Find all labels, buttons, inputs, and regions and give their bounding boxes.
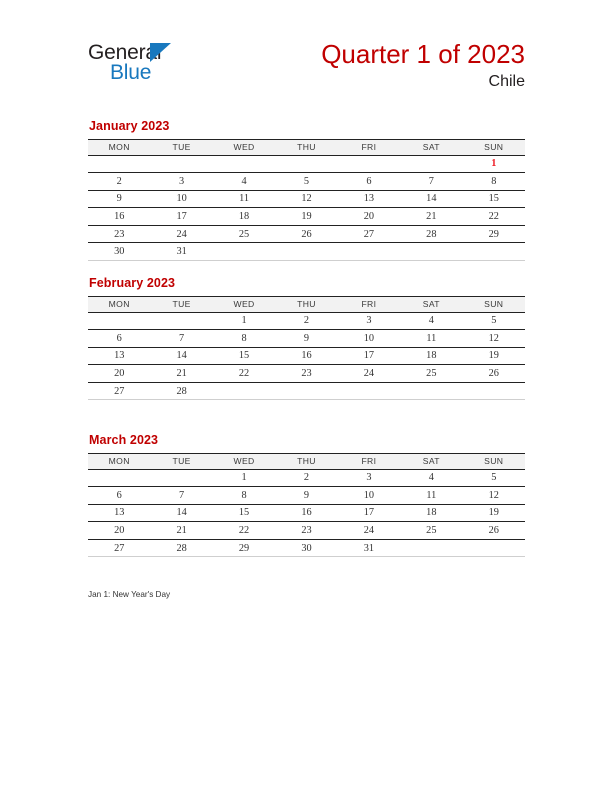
weekday-header-tue: TUE [150,453,212,469]
calendar-day-cell[interactable]: 17 [150,208,212,226]
calendar-day-cell[interactable]: 1 [213,469,275,487]
calendar-day-cell[interactable]: 3 [150,173,212,191]
calendar-day-cell-empty [338,155,400,173]
calendar-day-cell[interactable]: 11 [213,190,275,208]
calendar-day-cell[interactable]: 21 [400,208,462,226]
calendar-day-cell[interactable]: 13 [88,347,150,365]
calendar-day-cell[interactable]: 6 [88,487,150,505]
calendar-day-cell[interactable]: 13 [88,504,150,522]
calendar-week-row [88,190,525,208]
weekday-header-wed: WED [213,296,275,312]
calendar-day-cell[interactable]: 5 [463,469,525,487]
calendar-body [88,469,525,557]
calendar-day-cell[interactable]: 11 [400,330,462,348]
calendar-day-cell[interactable]: 27 [338,225,400,243]
calendar-week-row [88,522,525,540]
logo-text-general: General [88,41,162,64]
calendar-day-cell-empty [400,382,462,400]
calendar-day-cell-empty [88,312,150,330]
calendar-day-cell[interactable]: 6 [88,330,150,348]
weekday-header-thu: THU [275,139,337,155]
calendar-week-row [88,330,525,348]
calendar-week-row [88,155,525,173]
calendar-day-cell[interactable]: 16 [275,347,337,365]
calendar-day-cell[interactable]: 16 [275,504,337,522]
calendar-week-row [88,173,525,191]
calendar-day-cell[interactable]: 4 [213,173,275,191]
calendar-day-cell[interactable]: 3 [338,312,400,330]
month-title: March 2023 [89,433,159,447]
calendar-day-cell[interactable]: 18 [400,504,462,522]
calendar-day-cell[interactable]: 25 [400,522,462,540]
calendar-day-cell-empty [338,382,400,400]
calendar-body [88,155,525,261]
weekday-header-mon: MON [88,296,150,312]
calendar-week-row [88,225,525,243]
page-title: Quarter 1 of 2023 [321,39,525,69]
month-block-march [88,434,525,557]
month-title: January 2023 [89,119,170,133]
calendar-day-cell[interactable]: 23 [275,522,337,540]
calendar-day-cell[interactable]: 27 [88,382,150,400]
calendar-day-cell[interactable]: 16 [88,208,150,226]
logo-text-blue: Blue [110,61,152,84]
calendar-day-cell[interactable]: 26 [275,225,337,243]
weekday-header-row [88,453,525,469]
calendar-day-cell[interactable]: 9 [88,190,150,208]
calendar-day-cell[interactable]: 26 [463,522,525,540]
calendar-day-cell[interactable]: 5 [275,173,337,191]
weekday-header-sun: SUN [463,139,525,155]
calendar-day-cell[interactable]: 14 [150,347,212,365]
calendar-day-cell[interactable]: 23 [88,225,150,243]
calendar-day-cell[interactable]: 24 [338,365,400,383]
calendar-table-february [88,296,525,401]
calendar-day-cell-empty [400,243,462,261]
month-block-january [88,120,525,261]
calendar-day-cell-empty [463,382,525,400]
weekday-header-sat: SAT [400,139,462,155]
calendar-day-cell[interactable]: 30 [275,539,337,557]
weekday-header-thu: THU [275,296,337,312]
weekday-header-mon: MON [88,453,150,469]
calendar-day-cell[interactable]: 20 [88,365,150,383]
calendar-day-cell[interactable]: 19 [463,504,525,522]
calendar-day-cell[interactable]: 24 [150,225,212,243]
calendar-day-cell[interactable]: 13 [338,190,400,208]
calendar-day-cell[interactable]: 9 [275,330,337,348]
calendar-day-cell[interactable]: 7 [150,330,212,348]
calendar-day-cell[interactable]: 20 [338,208,400,226]
calendar-day-cell[interactable]: 27 [88,539,150,557]
calendar-day-cell[interactable]: 21 [150,365,212,383]
calendar-day-cell-empty [275,155,337,173]
calendar-day-cell[interactable]: 1 [463,155,525,173]
calendar-day-cell[interactable]: 20 [88,522,150,540]
weekday-header-tue: TUE [150,139,212,155]
calendar-day-cell[interactable]: 15 [213,347,275,365]
weekday-header-sun: SUN [463,453,525,469]
weekday-header-mon: MON [88,139,150,155]
calendar-day-cell-empty [463,243,525,261]
weekday-header-row [88,296,525,312]
calendar-day-cell[interactable]: 12 [463,487,525,505]
calendar-day-cell[interactable]: 30 [88,243,150,261]
calendar-day-cell-empty [150,155,212,173]
calendar-day-cell[interactable]: 22 [213,365,275,383]
calendar-table-january [88,139,525,262]
calendar-day-cell[interactable]: 5 [463,312,525,330]
calendar-day-cell[interactable]: 17 [338,504,400,522]
calendar-day-cell-empty [150,469,212,487]
calendar-week-row [88,208,525,226]
calendar-day-cell[interactable]: 12 [463,330,525,348]
calendar-day-cell[interactable]: 23 [275,365,337,383]
calendar-day-cell[interactable]: 18 [213,208,275,226]
calendar-day-cell[interactable]: 14 [150,504,212,522]
weekday-header-sat: SAT [400,296,462,312]
weekday-header-tue: TUE [150,296,212,312]
calendar-day-cell[interactable]: 28 [150,539,212,557]
calendar-week-row [88,243,525,261]
weekday-header-row [88,139,525,155]
calendar-day-cell[interactable]: 11 [400,487,462,505]
calendar-day-cell[interactable]: 24 [338,522,400,540]
calendar-day-cell-empty [463,539,525,557]
calendar-day-cell[interactable]: 17 [338,347,400,365]
calendar-day-cell[interactable]: 4 [400,312,462,330]
calendar-day-cell-empty [400,539,462,557]
calendar-week-row [88,504,525,522]
calendar-day-cell[interactable]: 15 [463,190,525,208]
calendar-week-row [88,382,525,400]
calendar-day-cell-empty [275,243,337,261]
calendar-day-cell[interactable]: 25 [400,365,462,383]
calendar-week-row [88,312,525,330]
calendar-day-cell[interactable]: 31 [338,539,400,557]
calendar-day-cell[interactable]: 31 [150,243,212,261]
triangle-icon [150,43,171,62]
calendar-day-cell-empty [88,155,150,173]
calendar-day-cell[interactable]: 4 [400,469,462,487]
calendar-day-cell[interactable]: 25 [213,225,275,243]
page-header [88,40,525,110]
calendar-day-cell[interactable]: 29 [463,225,525,243]
calendar-day-cell[interactable]: 2 [88,173,150,191]
country-label: Chile [488,73,525,91]
calendar-day-cell-empty [88,469,150,487]
calendar-day-cell[interactable]: 19 [463,347,525,365]
calendar-day-cell[interactable]: 14 [400,190,462,208]
calendar-day-cell[interactable]: 12 [275,190,337,208]
calendar-day-cell[interactable]: 22 [463,208,525,226]
calendar-day-cell-empty [213,243,275,261]
calendar-day-cell-empty [275,382,337,400]
calendar-day-cell[interactable]: 8 [213,487,275,505]
calendar-day-cell[interactable]: 7 [400,173,462,191]
weekday-header-sun: SUN [463,296,525,312]
calendar-week-row [88,469,525,487]
calendar-week-row [88,539,525,557]
holiday-note: Jan 1: New Year's Day [88,590,171,599]
calendar-body [88,312,525,400]
weekday-header-fri: FRI [338,139,400,155]
calendar-day-cell[interactable]: 2 [275,312,337,330]
calendar-week-row [88,347,525,365]
calendar-day-cell-empty [213,382,275,400]
calendar-day-cell[interactable]: 10 [338,330,400,348]
weekday-header-fri: FRI [338,453,400,469]
calendar-day-cell[interactable]: 19 [275,208,337,226]
calendar-day-cell[interactable]: 6 [338,173,400,191]
calendar-day-cell[interactable]: 7 [150,487,212,505]
weekday-header-fri: FRI [338,296,400,312]
calendar-day-cell[interactable]: 21 [150,522,212,540]
calendar-day-cell[interactable]: 28 [150,382,212,400]
calendar-week-row [88,487,525,505]
calendar-day-cell-empty [150,312,212,330]
calendar-day-cell-empty [213,155,275,173]
calendar-day-cell-empty [338,243,400,261]
weekday-header-wed: WED [213,453,275,469]
title-block [225,40,525,91]
calendar-day-cell[interactable]: 8 [213,330,275,348]
calendar-day-cell[interactable]: 10 [338,487,400,505]
calendar-day-cell[interactable]: 3 [338,469,400,487]
calendar-day-cell[interactable]: 1 [213,312,275,330]
calendar-day-cell-empty [400,155,462,173]
calendar-day-cell[interactable]: 10 [150,190,212,208]
month-title: February 2023 [89,276,176,290]
weekday-header-wed: WED [213,139,275,155]
weekday-header-sat: SAT [400,453,462,469]
calendar-day-cell[interactable]: 26 [463,365,525,383]
calendar-week-row [88,365,525,383]
calendar-table-march [88,453,525,558]
calendar-day-cell[interactable]: 8 [463,173,525,191]
holiday-notes [88,589,525,601]
calendar-day-cell[interactable]: 18 [400,347,462,365]
calendar-day-cell[interactable]: 28 [400,225,462,243]
calendar-day-cell[interactable]: 2 [275,469,337,487]
weekday-header-thu: THU [275,453,337,469]
calendar-day-cell[interactable]: 22 [213,522,275,540]
calendar-day-cell[interactable]: 9 [275,487,337,505]
calendar-day-cell[interactable]: 29 [213,539,275,557]
month-block-february [88,277,525,400]
calendar-day-cell[interactable]: 15 [213,504,275,522]
